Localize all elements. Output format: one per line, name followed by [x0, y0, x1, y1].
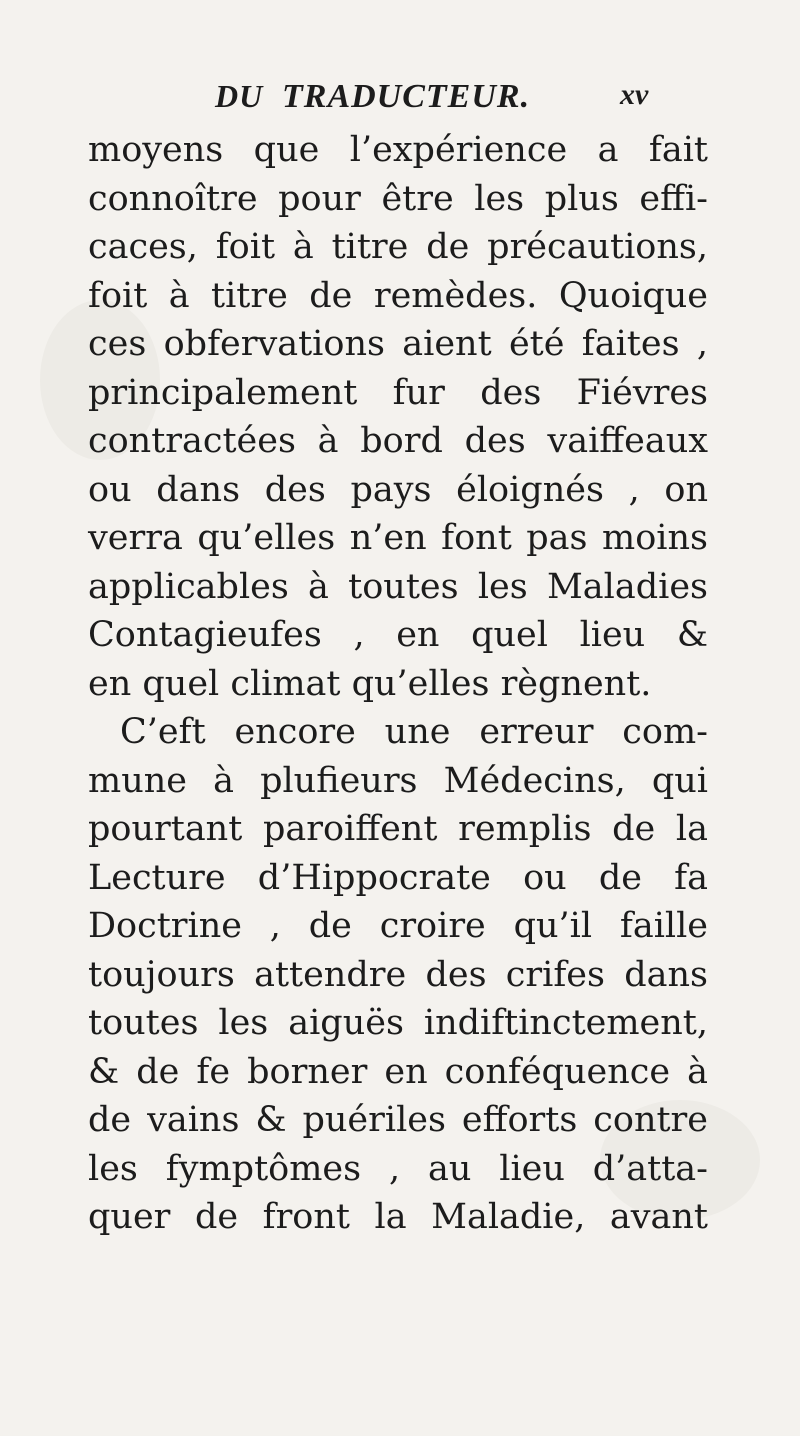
text-line: & de fe borner en conféquence à: [88, 1051, 708, 1092]
body-text: [88, 126, 708, 1242]
text-line: caces, foit à titre de précautions,: [88, 227, 708, 267]
text-line: applicables à toutes les Maladies: [88, 566, 708, 607]
text-line: ou dans des pays éloignés , on: [88, 469, 708, 510]
text-line: connoître pour être les plus effi-: [88, 178, 708, 219]
text-line: les fymptômes , au lieu d’atta-: [88, 1148, 708, 1189]
page-number: xv: [620, 78, 649, 111]
text-line: Lecture d’Hippocrate ou de fa: [88, 857, 708, 898]
text-line: Doctrine , de croire qu’il faille: [88, 906, 708, 946]
text-line: pourtant paroiffent remplis de la: [88, 809, 708, 849]
text-line: foit à titre de remèdes. Quoique: [88, 275, 708, 316]
running-header: [0, 78, 800, 128]
text-line: toutes les aiguës indiftinctement,: [88, 1003, 708, 1043]
text-line: quer de front la Maladie, avant: [88, 1197, 708, 1237]
text-line: en quel climat qu’elles règnent.: [88, 663, 652, 704]
header-left-text: DU: [215, 78, 264, 114]
text-line: contractées à bord des vaiffeaux: [88, 421, 708, 461]
text-line: verra qu’elles n’en font pas moins: [88, 518, 708, 558]
text-line: toujours attendre des crifes dans: [88, 954, 708, 995]
header-title: TRADUCTEUR.: [282, 78, 531, 115]
text-line: principalement fur des Fiévres: [88, 372, 708, 413]
text-line: moyens que l’expérience a fait: [88, 130, 708, 170]
text-line: ces obfervations aient été faites ,: [88, 324, 708, 364]
text-line: mune à plufieurs Médecins, qui: [88, 760, 708, 801]
text-line: de vains & puériles efforts contre: [88, 1100, 708, 1140]
text-line: Contagieufes , en quel lieu &: [88, 615, 708, 655]
text-line: C’eft encore une erreur com-: [120, 712, 708, 752]
